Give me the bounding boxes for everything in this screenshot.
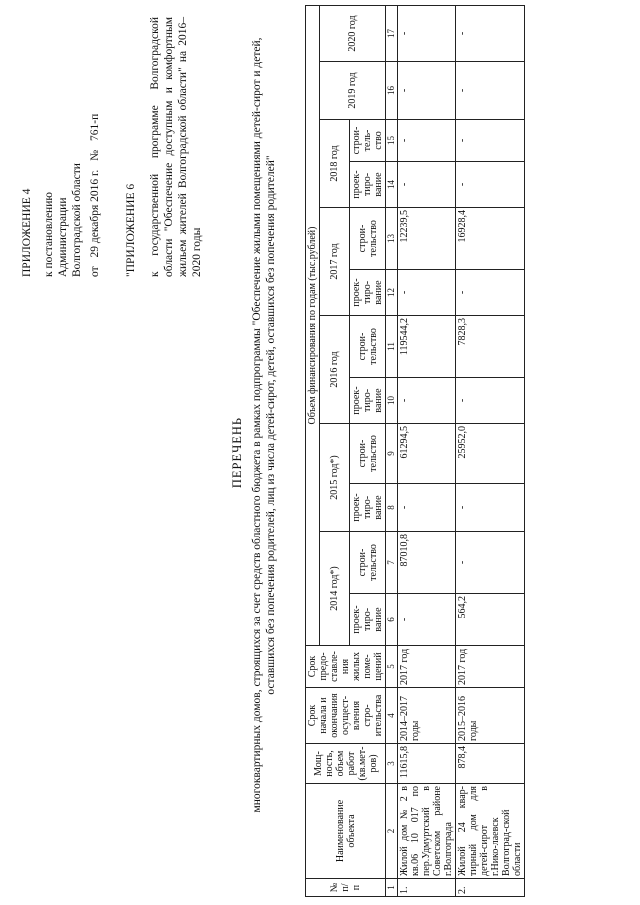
funding-value-cell: -	[456, 5, 525, 61]
column-number: 14	[386, 162, 398, 208]
funding-value-cell: -	[456, 62, 525, 120]
funding-value-cell: -	[456, 532, 525, 594]
date-value: 29 декабря 2016 г.	[89, 169, 101, 258]
design-header: проек-тиро-вание	[350, 378, 386, 424]
date-number-line	[88, 17, 102, 277]
column-number: 17	[386, 5, 398, 61]
col-period-header: Срок начала и окончания осущест-вления стро-ительства	[306, 688, 386, 744]
funding-value-cell: -	[398, 162, 456, 208]
funding-value-cell: 16928,4	[456, 208, 525, 270]
number-value: 761-п	[89, 113, 101, 141]
funding-value-cell: 564,2	[456, 594, 525, 646]
table-row	[456, 5, 525, 896]
funding-value-cell: 61294,5	[398, 424, 456, 484]
appendix-6-text: к государственной программе Волгоградской области "Обеспечение доступным и комфортным жильем жителей Волгоградской области" на 2016–2020 годы	[149, 17, 203, 277]
document-title: ПЕРЕЧЕНЬ	[230, 416, 244, 489]
year-2015-header: 2015 год*)	[320, 424, 350, 532]
col-capacity-header: Мощ-ность, объем работ (кв.мет-ров)	[306, 744, 386, 784]
column-number: 4	[386, 688, 398, 744]
column-number: 13	[386, 208, 398, 270]
design-header: проек-тиро-вание	[350, 484, 386, 532]
column-number: 11	[386, 316, 398, 378]
funding-value-cell: -	[398, 5, 456, 61]
column-number: 6	[386, 594, 398, 646]
design-header: проек-тиро-вание	[350, 270, 386, 316]
funding-value-cell: -	[398, 270, 456, 316]
appendix-4-title: ПРИЛОЖЕНИЕ 4	[21, 188, 33, 277]
period-cell: 2015–2016 годы	[456, 688, 525, 744]
funding-value-cell: -	[398, 594, 456, 646]
object-name-cell: Жилой 24 квар-тирный дом для детей-сирот в г.Нико-лаевск Волгоград-ской области	[456, 784, 525, 879]
date-prefix: от	[89, 266, 101, 277]
funding-value-cell: 7828,3	[456, 316, 525, 378]
funding-value-cell: 87010,8	[398, 532, 456, 594]
year-2019-header: 2019 год	[320, 62, 386, 120]
year-2020-header: 2020 год	[320, 5, 386, 61]
resolution-line: к постановлению	[43, 192, 55, 277]
construction-header: строи-тельство	[350, 208, 386, 270]
header-block	[20, 17, 204, 277]
number-prefix: №	[89, 149, 101, 161]
construction-header: строи-тель-ство	[350, 120, 386, 162]
year-2018-header: 2018 год	[320, 120, 350, 208]
appendix-6-title: "ПРИЛОЖЕНИЕ 6	[125, 183, 137, 277]
design-header: проек-тиро-вание	[350, 594, 386, 646]
funding-value-cell: 25952,0	[456, 424, 525, 484]
column-number: 9	[386, 424, 398, 484]
col-name-header: Наименование объекта	[306, 784, 386, 879]
funding-value-cell: 12239,5	[398, 208, 456, 270]
funding-value-cell: -	[456, 484, 525, 532]
period-cell: 2014–2017 годы	[398, 688, 456, 744]
row-number-cell: 2.	[456, 879, 525, 897]
object-name-cell: Жилой дом № 2 в кв.06 10 017 по пер.Удмуртский в Советском районе г.Волгограда	[398, 784, 456, 879]
column-number: 3	[386, 744, 398, 784]
col-term-header: Срок предо-ставле-ния жилых поме-щений	[306, 646, 386, 688]
funding-value-cell: -	[456, 120, 525, 162]
column-number: 2	[386, 784, 398, 879]
funding-header: Объем финансирования по годам (тыс.рублей)	[306, 5, 320, 645]
funding-value-cell: -	[398, 484, 456, 532]
construction-header: строи-тельство	[350, 316, 386, 378]
column-number: 8	[386, 484, 398, 532]
funding-table	[305, 5, 525, 897]
funding-value-cell: -	[398, 378, 456, 424]
funding-value-cell: -	[398, 120, 456, 162]
funding-value-cell: 119544,2	[398, 316, 456, 378]
administration-line: Администрации	[57, 197, 69, 277]
table-body	[398, 5, 525, 896]
row-number-cell: 1.	[398, 879, 456, 897]
table-row	[398, 5, 456, 896]
column-number: 15	[386, 120, 398, 162]
column-number: 12	[386, 270, 398, 316]
construction-header: строи-тельство	[350, 424, 386, 484]
column-number: 7	[386, 532, 398, 594]
capacity-cell: 878,4	[456, 744, 525, 784]
funding-value-cell: -	[456, 162, 525, 208]
funding-value-cell: -	[456, 378, 525, 424]
construction-header: строи-тельство	[350, 532, 386, 594]
column-number: 5	[386, 646, 398, 688]
region-line: Волгоградской области	[71, 163, 83, 277]
col-num-header: № п/п	[306, 879, 386, 897]
column-number: 16	[386, 62, 398, 120]
term-cell: 2017 год	[456, 646, 525, 688]
column-number-row	[386, 5, 398, 896]
design-header: проек-тиро-вание	[350, 162, 386, 208]
column-number: 10	[386, 378, 398, 424]
header-row-1	[306, 5, 320, 896]
funding-value-cell: -	[456, 270, 525, 316]
year-2016-header: 2016 год	[320, 316, 350, 424]
capacity-cell: 11615,8	[398, 744, 456, 784]
term-cell: 2017 год	[398, 646, 456, 688]
document-subtitle: многоквартирных домов, строящихся за счет средств областного бюджета в рамках подпрограммы "Обеспечение жилыми помещениями детей-сирот и детей, оставшихся без попечения родителей, лиц из числа детей-сирот, детей, оставшихся без попечения родителей"	[251, 37, 277, 813]
funding-value-cell: -	[398, 62, 456, 120]
column-number: 1	[386, 879, 398, 897]
year-2014-header: 2014 год*)	[320, 532, 350, 646]
year-2017-header: 2017 год	[320, 208, 350, 316]
